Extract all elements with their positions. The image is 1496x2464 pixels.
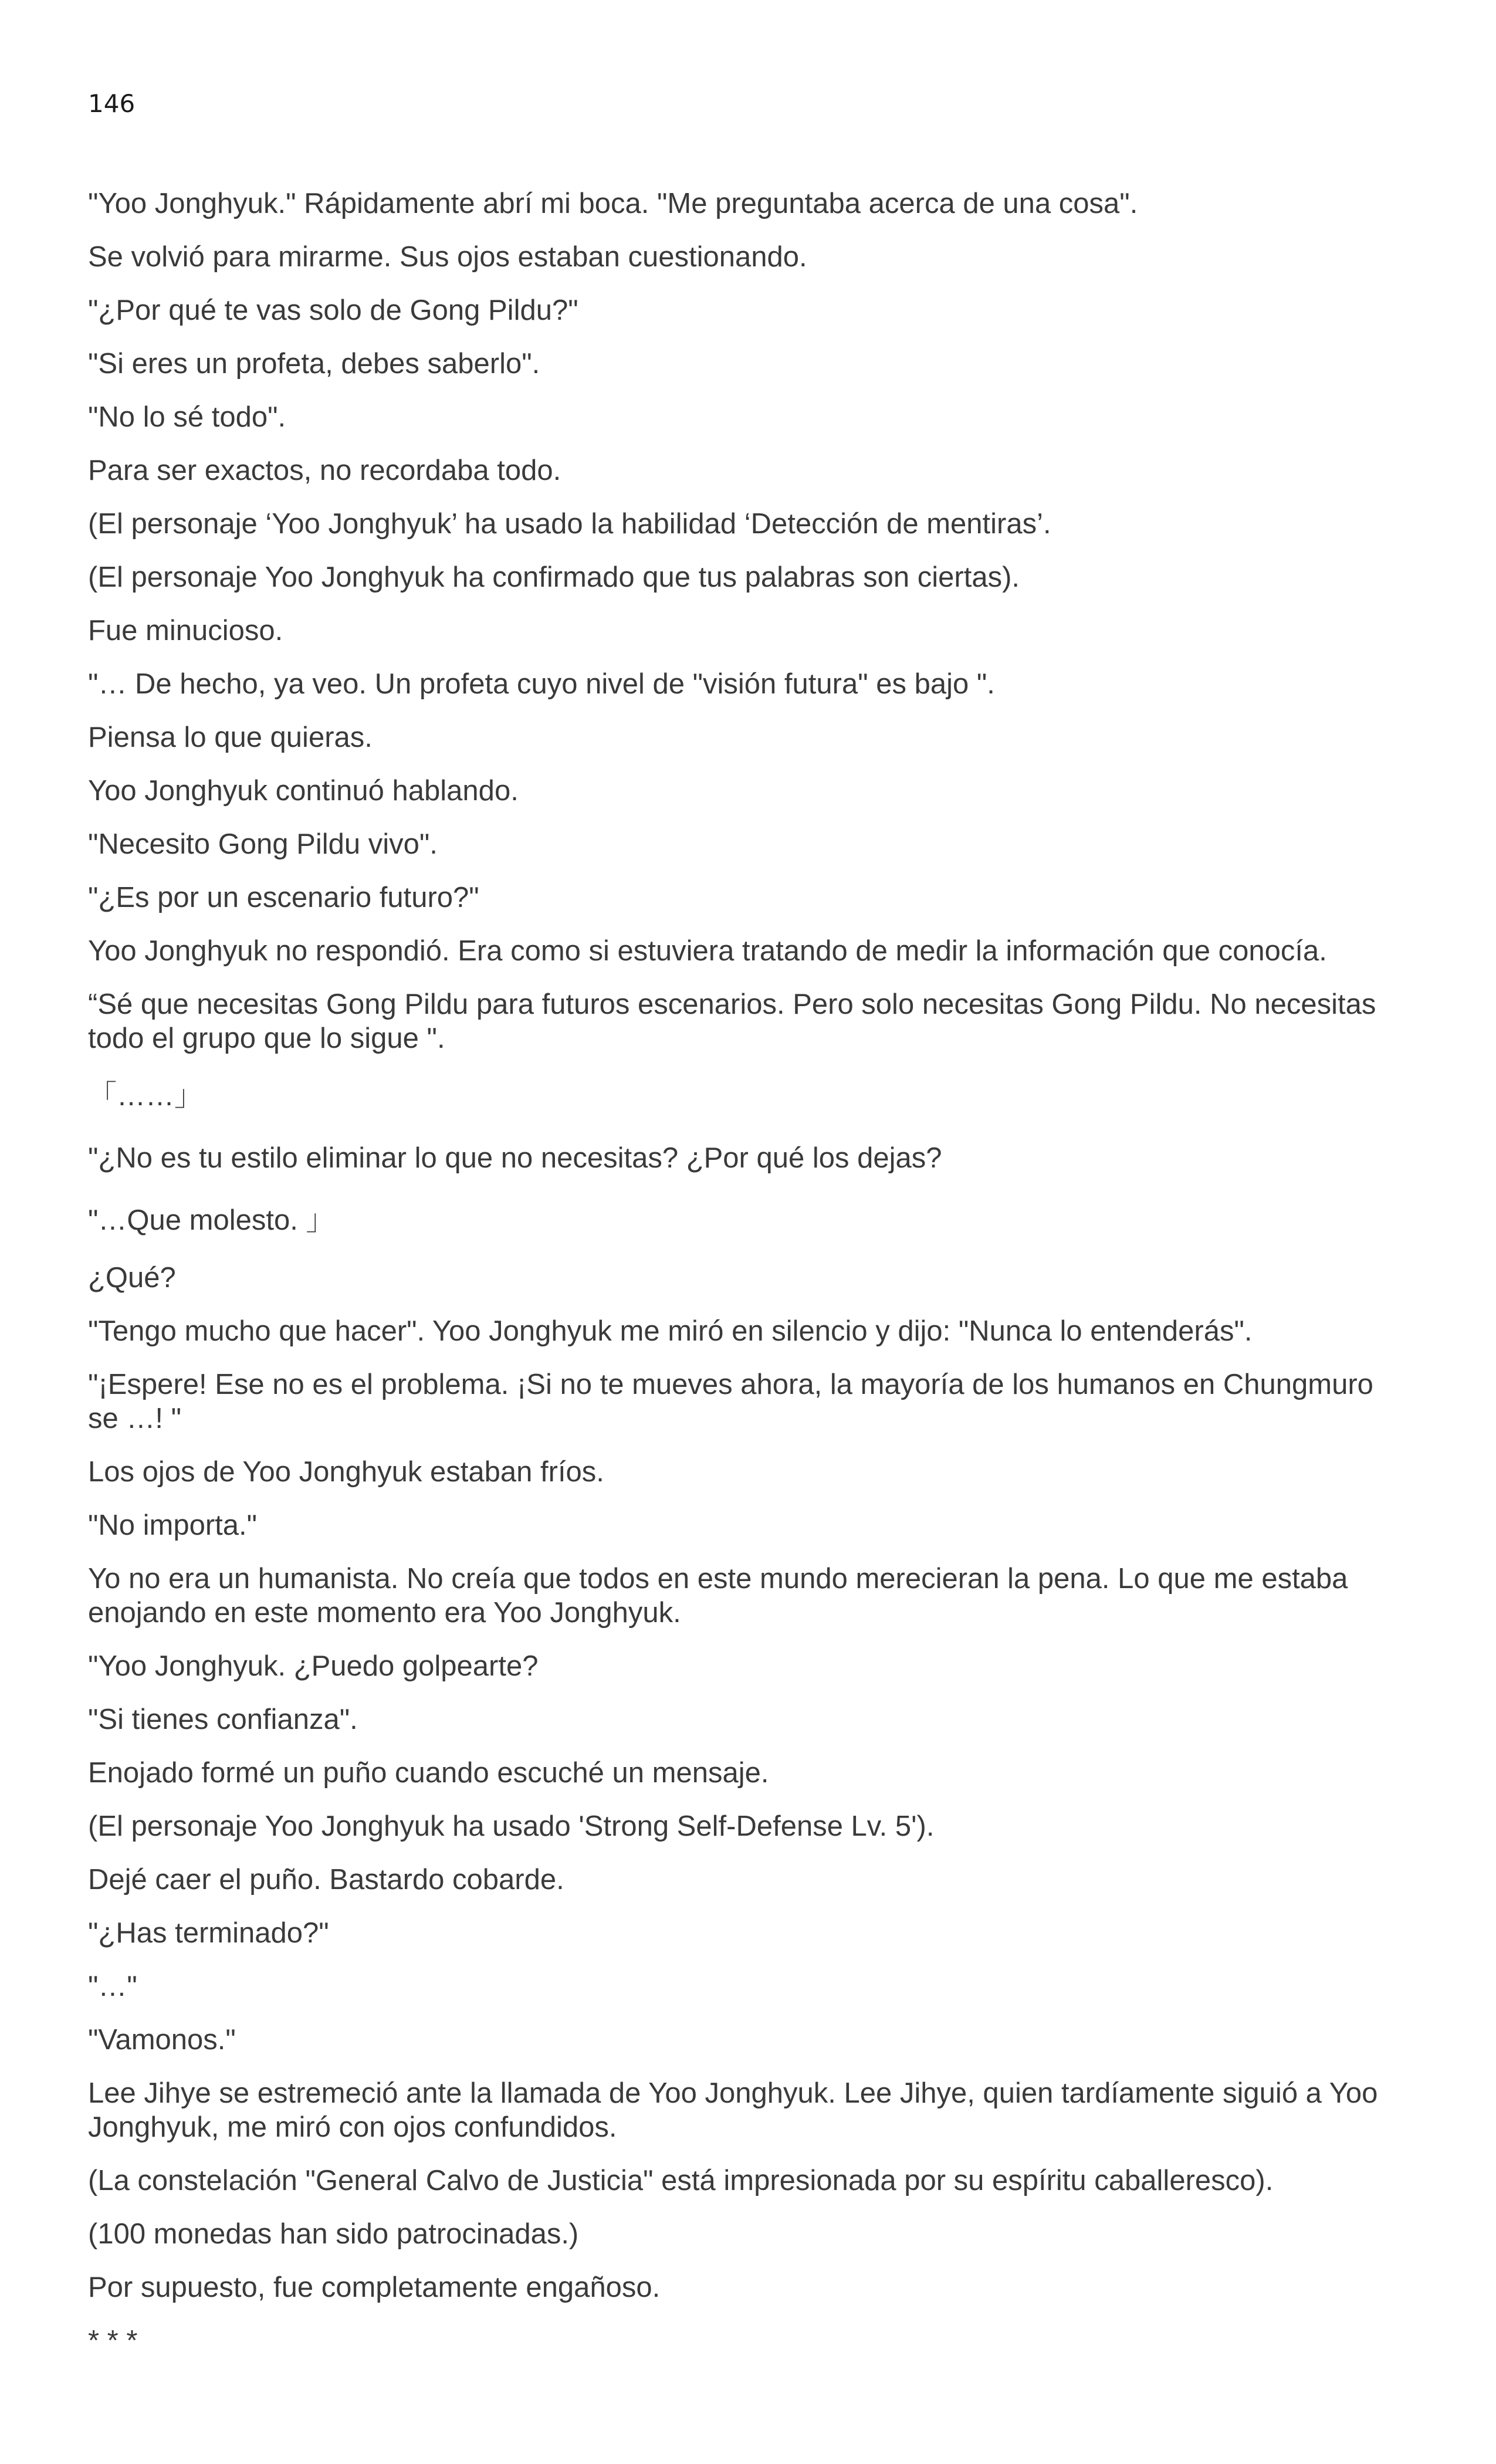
- paragraph: Yoo Jonghyuk continuó hablando.: [88, 775, 519, 807]
- paragraph: (La constelación "General Calvo de Justicia" está impresionada por su espíritu caballeresco).: [88, 2165, 1274, 2196]
- paragraph: "Si eres un profeta, debes saberlo".: [88, 348, 540, 380]
- paragraph: Yoo Jonghyuk no respondió. Era como si estuviera tratando de medir la información que conocía.: [88, 935, 1327, 967]
- paragraph: Piensa lo que quieras.: [88, 722, 373, 753]
- page-body: [88, 187, 1408, 2377]
- paragraph: “Sé que necesitas Gong Pildu para futuros escenarios. Pero solo necesitas Gong Pildu. No necesitas todo el grupo que lo sigue ".: [88, 989, 1376, 1054]
- paragraph: Por supuesto, fue completamente engañoso.: [88, 2272, 661, 2303]
- paragraph: (El personaje Yoo Jonghyuk ha confirmado que tus palabras son ciertas).: [88, 561, 1020, 593]
- paragraph: "¿Has terminado?": [88, 1917, 329, 1949]
- paragraph: "Yoo Jonghyuk." Rápidamente abrí mi boca. "Me preguntaba acerca de una cosa".: [88, 188, 1138, 219]
- paragraph: "¿No es tu estilo eliminar lo que no necesitas? ¿Por qué los dejas?: [88, 1142, 942, 1174]
- section-separator: * * *: [88, 2325, 138, 2357]
- paragraph: "…Que molesto. 」: [88, 1204, 335, 1236]
- paragraph: (El personaje ‘Yoo Jonghyuk’ ha usado la habilidad ‘Detección de mentiras’.: [88, 508, 1051, 540]
- paragraph: "¡Espere! Ese no es el problema. ¡Si no te mueves ahora, la mayoría de los humanos en Chungmuro se …! ": [88, 1369, 1373, 1434]
- paragraph: Los ojos de Yoo Jonghyuk estaban fríos.: [88, 1456, 604, 1488]
- paragraph: Fue minucioso.: [88, 615, 283, 647]
- paragraph: Yo no era un humanista. No creía que todos en este mundo merecieran la pena. Lo que me estaba enojando en este momento era Yoo Jonghyuk.: [88, 1563, 1348, 1629]
- paragraph: "No lo sé todo".: [88, 401, 286, 433]
- paragraph: ¿Qué?: [88, 1262, 176, 1294]
- paragraph: Para ser exactos, no recordaba todo.: [88, 455, 561, 486]
- paragraph: "Necesito Gong Pildu vivo".: [88, 828, 438, 860]
- paragraph: "No importa.": [88, 1509, 258, 1541]
- paragraph: Lee Jihye se estremeció ante la llamada de Yoo Jonghyuk. Lee Jihye, quien tardíamente siguió a Yoo Jonghyuk, me miró con ojos confundidos.: [88, 2077, 1378, 2143]
- paragraph: Dejé caer el puño. Bastardo cobarde.: [88, 1864, 564, 1896]
- paragraph: "Vamonos.": [88, 2024, 236, 2056]
- paragraph: Se volvió para mirarme. Sus ojos estaban cuestionando.: [88, 241, 807, 273]
- paragraph: "…": [88, 1971, 137, 2002]
- paragraph: "Tengo mucho que hacer". Yoo Jonghyuk me miró en silencio y dijo: "Nunca lo entenderás".: [88, 1315, 1253, 1347]
- paragraph: "¿Es por un escenario futuro?": [88, 882, 479, 913]
- page-number: 146: [88, 89, 136, 118]
- paragraph: "Yoo Jonghyuk. ¿Puedo golpearte?: [88, 1650, 539, 1682]
- paragraph: Enojado formé un puño cuando escuché un mensaje.: [88, 1757, 769, 1789]
- paragraph: "¿Por qué te vas solo de Gong Pildu?": [88, 295, 578, 326]
- paragraph: 「……」: [88, 1080, 204, 1112]
- paragraph: (El personaje Yoo Jonghyuk ha usado 'Strong Self-Defense Lv. 5').: [88, 1810, 935, 1842]
- paragraph: "Si tienes confianza".: [88, 1704, 358, 1735]
- paragraph: "… De hecho, ya veo. Un profeta cuyo nivel de "visión futura" es bajo ".: [88, 668, 995, 700]
- paragraph: (100 monedas han sido patrocinadas.): [88, 2218, 579, 2250]
